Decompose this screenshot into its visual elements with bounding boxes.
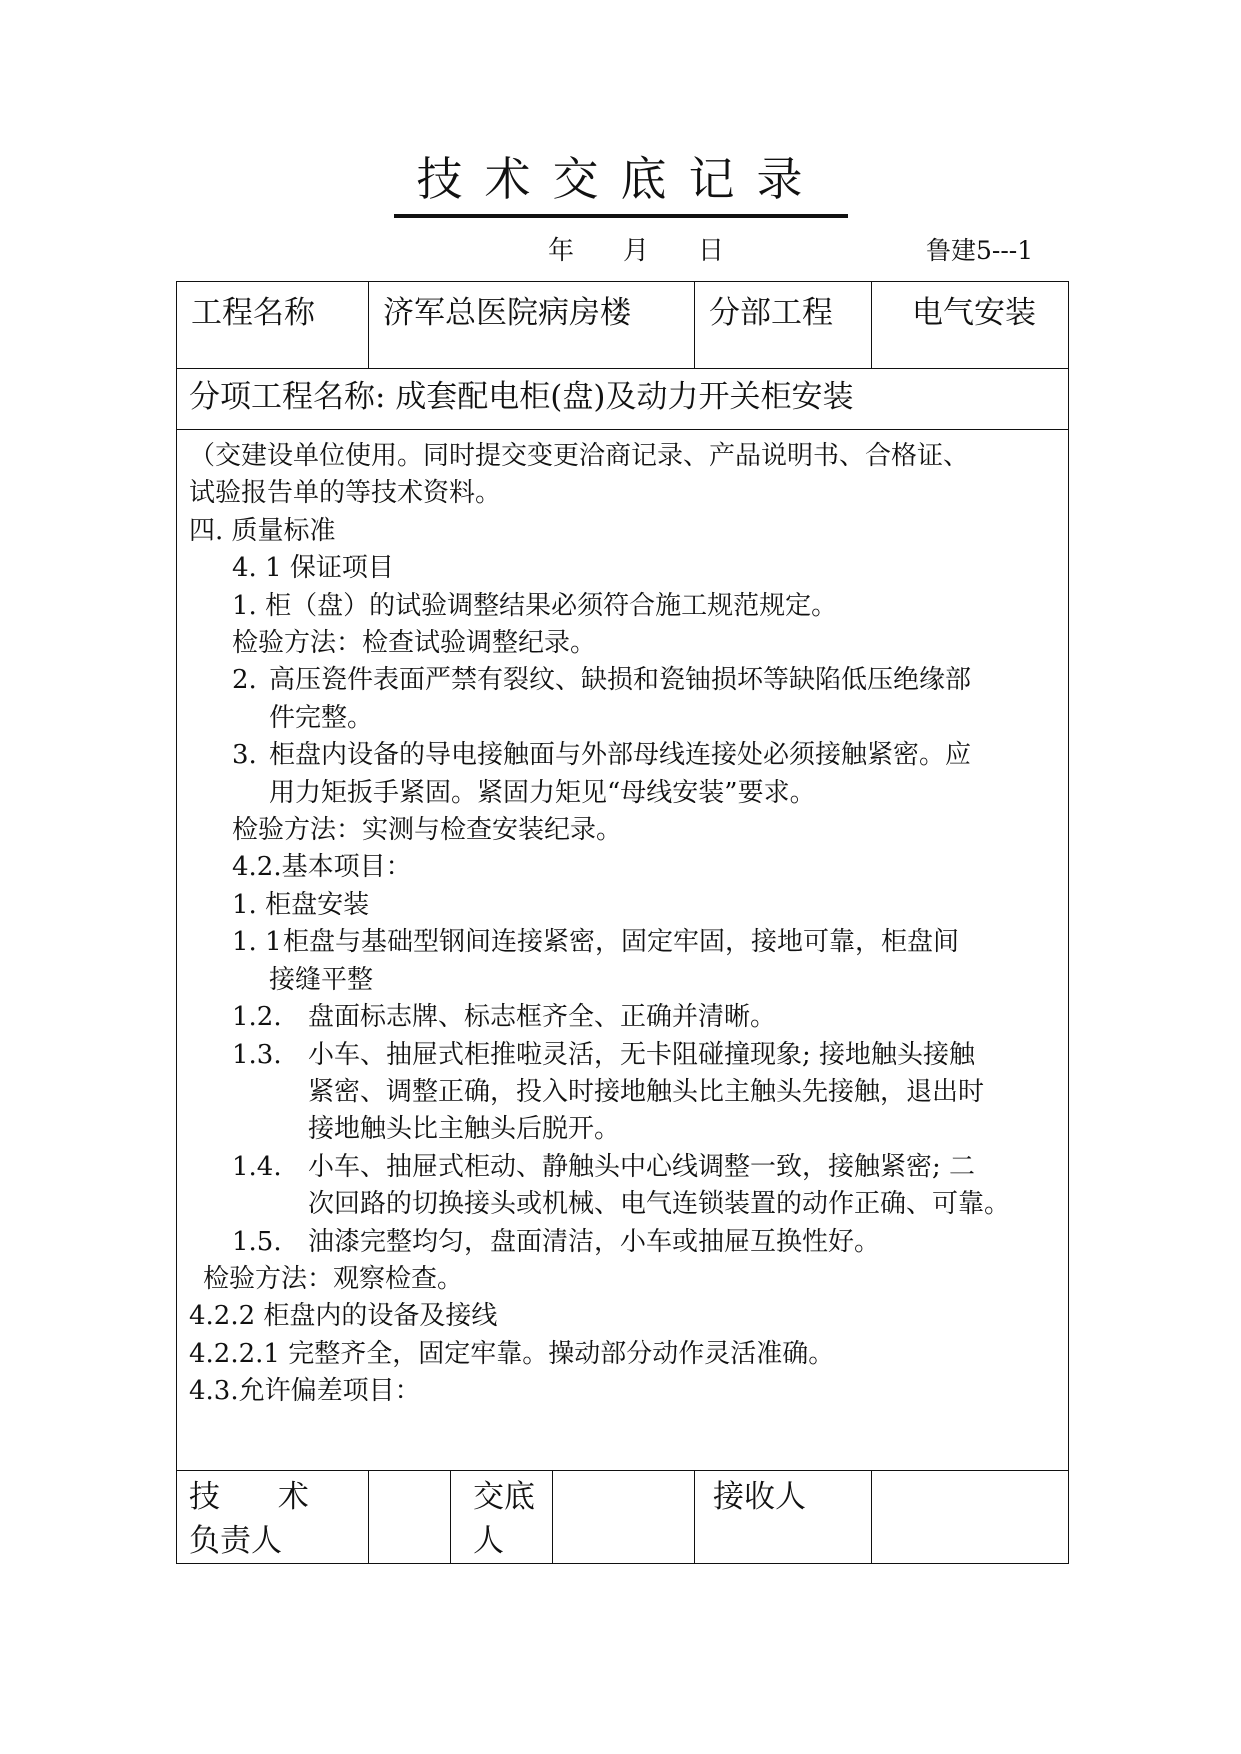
item-text: 紧密、调整正确，投入时接地触头比主触头先接触，退出时 [308, 1076, 985, 1107]
item-text: 高压瓷件表面严禁有裂纹、缺损和瓷铀损坏等缺陷低压绝缘部 [269, 665, 972, 696]
list-item [189, 662, 1058, 737]
item-number: 1.4. [232, 1151, 282, 1182]
list-item [189, 999, 1058, 1036]
project-name-value: 济军总医院病房楼 [369, 282, 695, 369]
check-method: 检验方法：实测与检查安装纪录。 [232, 815, 623, 846]
receiver-signature-cell[interactable] [872, 1471, 1069, 1564]
tech-lead-line1: 技 术 [189, 1479, 333, 1515]
item-number: 3. [232, 740, 257, 771]
section-heading: 四. 质量标准 [189, 515, 336, 546]
tech-lead-line2: 负责人 [189, 1523, 282, 1559]
item-text: 件完整。 [269, 702, 374, 733]
item-text: 用力矩扳手紧固。紧固力矩见“母线安装”要求。 [269, 777, 816, 808]
item-text: 盘面标志牌、标志框齐全、正确并清晰。 [308, 1002, 777, 1033]
date-day: 日 [698, 236, 725, 266]
item-text: 小车、抽屉式柜动、静触头中心线调整一致，接触紧密; 二 [308, 1151, 976, 1182]
discloser-signature-cell[interactable] [553, 1471, 695, 1564]
disclosure-form [176, 281, 1069, 1564]
subitem-value: 成套配电柜(盘)及动力开关柜安装 [395, 379, 854, 415]
disclosure-content [177, 430, 1069, 1471]
date-year: 年 [548, 236, 575, 266]
tech-lead-label [177, 1471, 369, 1564]
section-heading: 4.3.允许偏差项目： [189, 1376, 421, 1407]
item-number: 1. 1 [232, 927, 282, 958]
content-line: （交建设单位使用。同时提交变更洽商记录、产品说明书、合格证、 [189, 441, 970, 471]
division-value: 电气安装 [872, 282, 1069, 369]
list-item [189, 924, 1058, 999]
list-item [189, 1149, 1058, 1224]
list-item: 1. 柜（盘）的试验调整结果必须符合施工规范规定。 [232, 590, 838, 621]
check-method: 检验方法：检查试验调整纪录。 [232, 628, 597, 659]
document-title: 技术交底记录 [416, 152, 825, 206]
item-text: 次回路的切换接头或机械、电气连锁装置的动作正确、可靠。 [308, 1189, 1011, 1220]
item-text: 油漆完整均匀，盘面清洁，小车或抽屉互换性好。 [308, 1226, 881, 1257]
form-code: 鲁建5---1 [926, 236, 1034, 265]
item-text: 小车、抽屉式柜推啦灵活，无卡阻碰撞现象; 接地触头接触 [308, 1039, 976, 1070]
project-name-label: 工程名称 [177, 282, 369, 369]
receiver-label: 接收人 [695, 1471, 872, 1564]
tech-lead-signature-cell[interactable] [369, 1471, 451, 1564]
subitem-row [177, 369, 1069, 430]
subitem-label: 分项工程名称: [189, 379, 386, 415]
list-item [189, 737, 1058, 812]
subsection-heading: 4.2.基本项目： [232, 852, 412, 883]
item-number: 2. [232, 665, 257, 696]
division-label: 分部工程 [695, 282, 872, 369]
date-month: 月 [623, 236, 650, 266]
item-text: 接地触头比主触头后脱开。 [308, 1114, 621, 1145]
item-number: 1.3. [232, 1039, 282, 1070]
content-line: 试验报告单的等技术资料。 [189, 478, 502, 509]
item-number: 1.2. [232, 1002, 282, 1033]
item-text: 柜盘内设备的导电接触面与外部母线连接处必须接触紧密。应 [269, 740, 972, 771]
title-underline [394, 214, 848, 218]
content-line: 4.2.2.1 完整齐全，固定牢靠。操动部分动作灵活准确。 [189, 1338, 835, 1369]
item-text: 柜盘与基础型钢间连接紧密，固定牢固，接地可靠，柜盘间 [283, 927, 960, 958]
section-heading: 4.2.2 柜盘内的设备及接线 [189, 1301, 498, 1332]
discloser-label: 交底人 [451, 1471, 553, 1564]
list-item [189, 1037, 1058, 1149]
check-method: 检验方法：观察检查。 [203, 1263, 464, 1294]
list-item: 1. 柜盘安装 [232, 889, 370, 920]
list-item [189, 1224, 1058, 1261]
item-text: 接缝平整 [269, 964, 374, 995]
item-number: 1.5. [232, 1226, 282, 1257]
subsection-heading: 4. 1 保证项目 [232, 553, 394, 584]
